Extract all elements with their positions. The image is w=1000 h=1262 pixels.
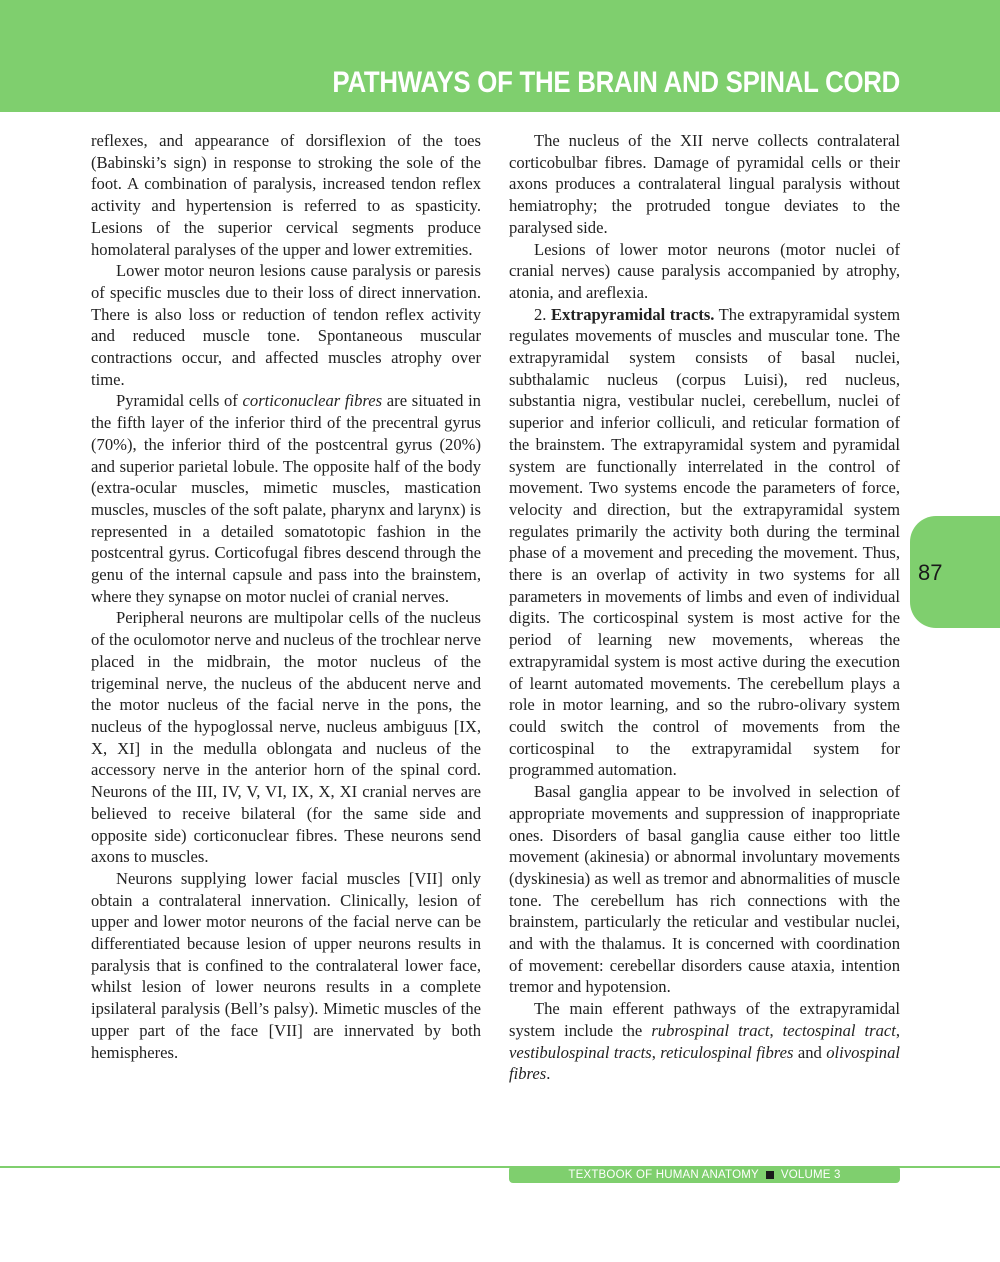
paragraph: Lesions of lower motor neurons (motor nuclei of cranial nerves) cause paralysis accompanied by atrophy, atonia, and areflexia. (509, 239, 900, 302)
footer-book-title: TEXTBOOK OF HUMAN ANATOMY (568, 1168, 759, 1181)
paragraph (509, 304, 900, 781)
text-run: are situated in the fifth layer of the inferior third of the precentral gyrus (70%), the inferior third of the postcentral gyrus (20%) and superior parietal lobule. The opposite half of the body (extra-ocular muscles, mimetic muscles, mastication muscles, muscles of the soft palate, pharynx and larynx) is represented in a detailed somatotopic fashion in the postcentral gyrus. Corticofugal fibres descend through the genu of the internal capsule and pass into the brainstem, where they synapse on motor nuclei of cranial nerves. (91, 391, 481, 606)
page-title: PATHWAYS OF THE BRAIN AND SPINAL CORD (332, 66, 900, 99)
text-run: The main efferent pathways of the extrapyramidal system include the (509, 999, 900, 1040)
paragraph: Lower motor neuron lesions cause paralysis or paresis of specific muscles due to their loss of direct innervation. There is also loss or reduction of tendon reflex activity and reduced muscle tone. Spontaneous muscular contractions occur, and affected muscles atrophy over time. (91, 261, 481, 389)
left-column (91, 130, 481, 1063)
italic-term: vestibulospinal tracts (509, 1042, 652, 1062)
paragraph: Peripheral neurons are multipolar cells of the nucleus of the oculomotor nerve and nucleus of the trochlear nerve placed in the midbrain, the motor nucleus of the trigeminal nerve, the nucleus of the abducent nerve and the motor nucleus of the facial nerve in the pons, the nucleus of the hypoglossal nerve, nucleus ambiguus [IX, X, XI] in the medulla oblongata and nucleus of the accessory nerve in the anterior horn of the spinal cord. Neurons of the III, IV, V, VI, IX, X, XI cranial nerves are believed to receive bilateral (for the same side and opposite side) corticonuclear fibres. These neurons send axons to muscles. (91, 608, 481, 867)
footer-volume: VOLUME 3 (780, 1168, 841, 1181)
paragraph (509, 998, 900, 1085)
text-run: , (769, 1020, 783, 1040)
footer-bar (509, 1166, 900, 1183)
italic-term: rubrospinal tract (651, 1020, 770, 1040)
text-run: , (895, 1020, 901, 1040)
text-run: The extrapyramidal system regulates movements of muscles and muscular tone. The extrapyramidal system consists of basal nuclei, subthalamic nucleus (corpus Luisi), red nucleus, substantia nigra, vestibular nuclei, cerebellum, nuclei of superior and inferior colliculi, and reticular formation of the brainstem. The extrapyramidal system and pyramidal system are functionally interrelated in the control of movement. Two systems encode the parameters of force, velocity and direction, but the extrapyramidal system regulates primarily the activity both during the terminal phase of a movement and preceding the movement. Thus, there is an overlap of activity in two systems for all parameters in movements of limbs and even of individual digits. The corticospinal system is most active for the period of learning new movements, whereas the extrapyramidal system is most active during the execution of learnt automated movements. The cerebellum plays a role in motor learning, and so the rubro-olivary system could switch the control of movements from the corticospinal to the extrapyramidal system for programmed automation. (509, 304, 900, 780)
italic-term: tectospinal tract (782, 1020, 896, 1040)
paragraph: The nucleus of the XII nerve collects contralateral corticobulbar fibres. Damage of pyramidal cells or their axons produces a contralateral lingual paralysis without hemiatrophy; the protruded tongue deviates to the paralysed side. (509, 131, 900, 237)
paragraph: reflexes, and appearance of dorsiflexion of the toes (Babinski’s sign) in response to stroking the sole of the foot. A combination of paralysis, increased tendon reflex activity and hypertension is referred to as spasticity. Lesions of the superior cervical segments produce homolateral paralyses of the upper and lower extremities. (91, 131, 481, 259)
page-number: 87 (918, 560, 943, 585)
section-heading: Extrapyramidal tracts. (550, 304, 715, 324)
text-run: 2. (534, 304, 551, 324)
paragraph: Basal ganglia appear to be involved in selection of appropriate movements and suppression of inappropriate ones. Disorders of basal ganglia cause either too little movement (akinesia) or abnormal involuntary movements (dyskinesia) as well as tremor and abnormalities of muscle tone. The cerebellum has rich connections with the brainstem, particularly the reticular and vestibular nuclei, and with the thalamus. It is concerned with coordination of movement: cerebellar disorders cause ataxia, intention tremor and hypotension. (509, 782, 900, 997)
italic-term: reticulospinal fibres (660, 1042, 794, 1062)
right-column (509, 130, 900, 1085)
paragraph: Neurons supplying lower facial muscles [VII] only obtain a contralateral innervation. Clinically, lesion of upper and lower motor neurons of the facial nerve can be differentiated because lesion of upper neurons results in paralysis that is confined to the contralateral lower face, whilst lesion of lower neurons results in a complete ipsilateral paralysis (Bell’s palsy). Mimetic muscles of the upper part of the face [VII] are innervated by both hemispheres. (91, 868, 481, 1062)
paragraph (91, 390, 481, 607)
text-run: and (793, 1042, 827, 1062)
text-run: . (546, 1064, 551, 1084)
square-bullet-icon (766, 1171, 774, 1179)
text-run: , (651, 1042, 661, 1062)
italic-term: olivospinal fibres (509, 1042, 900, 1084)
header-bar (0, 0, 1000, 112)
text-run: Pyramidal cells of (116, 391, 243, 411)
italic-term: corticonuclear fibres (242, 391, 383, 411)
